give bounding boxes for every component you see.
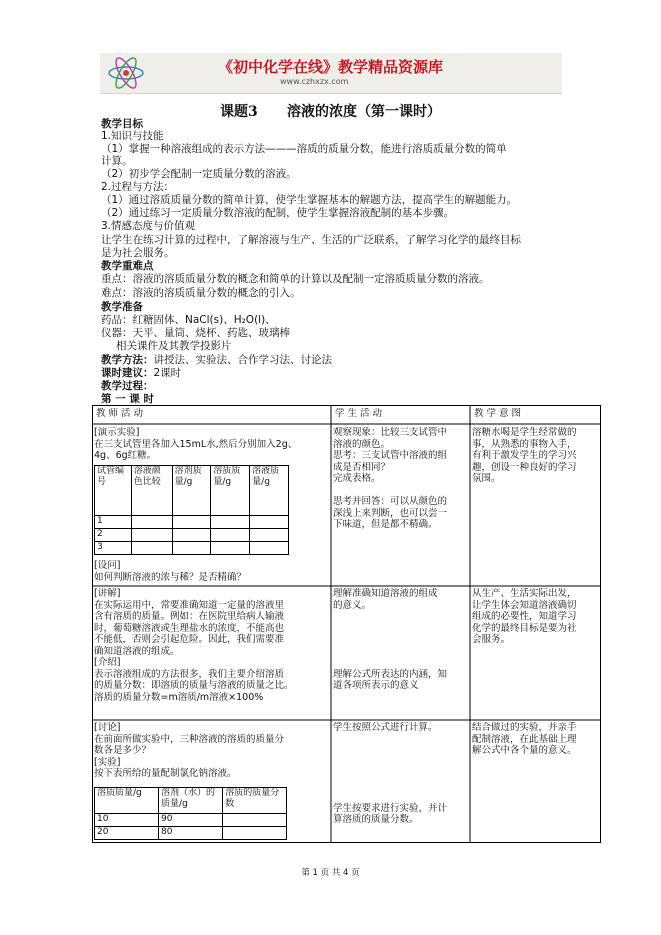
subtable-cell: 2 bbox=[95, 529, 132, 542]
row2-student-line bbox=[333, 611, 469, 623]
row2-student-line: 道各项所表示的意义 bbox=[333, 680, 419, 691]
row1-student-line: 思考：三支试管中溶液的组 bbox=[333, 450, 448, 461]
subtable-cell: 80 bbox=[158, 827, 222, 840]
key-point: 重点：溶液的溶质质量分数的概念和简单的计算以及配制一定溶质质量分数的溶液。 bbox=[101, 273, 490, 285]
row3-student bbox=[333, 722, 469, 826]
lesson-table bbox=[92, 405, 601, 843]
subtable-header: 试管编号 bbox=[95, 466, 132, 516]
row3-teacher-line: [讨论] bbox=[94, 722, 121, 733]
row2-intent-line: 化学的最终目标是要为社 bbox=[472, 622, 577, 634]
row2-teacher-line: 含有溶质的质量。例如：在医院里给病人输液 bbox=[94, 611, 285, 622]
hours-value: 2课时 bbox=[153, 367, 182, 379]
row1-teacher-line: 如何判断溶液的浓与稀？是否精确？ bbox=[94, 571, 247, 583]
page-title: 课题3 溶液的浓度（第一课时） bbox=[220, 104, 441, 120]
goal-k1: （1）掌握一种溶液组成的表示方法———溶质的质量分数，能进行溶质质量分数的简单 bbox=[101, 143, 507, 155]
row2-teacher-line: 时，葡萄糖溶液或生理盐水的浓度，不能高也 bbox=[94, 622, 285, 634]
methods-line bbox=[101, 354, 332, 366]
row1-student-line bbox=[333, 485, 469, 497]
row3-student-line bbox=[333, 745, 469, 757]
row2-student-line: 理解公式所表达的内涵，知 bbox=[333, 668, 448, 680]
row2-student-line: 的意义。 bbox=[333, 599, 372, 611]
row3-student-line bbox=[333, 780, 469, 792]
row2-teacher-line: 的质量分数：即溶质的质量与溶液的质量之比。 bbox=[94, 680, 294, 691]
row1-intent-line: 氛围。 bbox=[472, 473, 501, 484]
row2-teacher bbox=[94, 588, 330, 703]
row2-intent-line: 从生产、生活实际出发， bbox=[472, 588, 577, 599]
row1-student-line: 观察现象：比较三支试管中 bbox=[333, 427, 448, 438]
subtable-header: 溶剂（水）的质量/g bbox=[158, 788, 222, 814]
row2-student-line bbox=[333, 634, 469, 646]
row1-student-line: 思考并回答：可以从颜色的 bbox=[333, 496, 448, 507]
row3-teacher-line: 在前面所做实验中，三种溶液的溶质的质量分 bbox=[94, 733, 285, 745]
subtable-cell: 10 bbox=[95, 814, 159, 827]
row1-intent-line: 事，从熟悉的事物入手， bbox=[472, 438, 577, 450]
row3-teacher-line: 数各是多少？ bbox=[94, 745, 152, 756]
subtable-header: 溶质质量/g bbox=[95, 788, 159, 814]
subtable-cell: 20 bbox=[95, 827, 159, 840]
attitude-heading: 3.情感态度与价值观 bbox=[101, 220, 196, 232]
row2-intent-line: 会服务。 bbox=[472, 634, 511, 645]
row3-student-line bbox=[333, 734, 469, 746]
prep-heading: 教学准备 bbox=[101, 301, 143, 313]
row2-teacher-line: 表示溶液组成的方法很多，我们主要介绍溶质 bbox=[94, 668, 285, 680]
row2-student-line bbox=[333, 657, 469, 669]
row1-intent-line: 趣，创设一种良好的学习 bbox=[472, 461, 577, 473]
subtable-header: 溶剂质量/g bbox=[172, 466, 211, 516]
prep-courseware: 相关课件及其教学投影片 bbox=[116, 340, 232, 352]
row3-teacher bbox=[94, 722, 330, 780]
row2-teacher-line: [讲解] bbox=[94, 588, 121, 599]
mass-fraction-formula: 溶质的质量分数=m溶质/m溶液×100% bbox=[94, 691, 264, 703]
row2-teacher-line: 不能低，否则会引起危险。因此，我们需要准 bbox=[94, 634, 285, 645]
banner-url: www.czhxzx.com bbox=[280, 77, 349, 86]
subtable-header: 溶液质量/g bbox=[250, 466, 289, 516]
row3-subtable bbox=[94, 787, 287, 840]
atom-logo-icon bbox=[106, 56, 146, 90]
row2-teacher-line: 在实际运用中，常要准确知道一定量的溶液里 bbox=[94, 599, 285, 611]
header-intent: 教 学 意 图 bbox=[474, 408, 522, 419]
subtable-cell bbox=[223, 827, 287, 840]
goal-k2: （2）初步学会配制一定质量分数的溶液。 bbox=[101, 168, 297, 180]
row3-student-line bbox=[333, 757, 469, 769]
row3-student-line bbox=[333, 791, 469, 803]
row3-intent bbox=[472, 722, 599, 757]
goals-heading: 教学目标 bbox=[101, 118, 143, 130]
header-student: 学 生 活 动 bbox=[335, 408, 383, 419]
row1-subtable bbox=[94, 465, 289, 555]
knowledge-heading: 1.知识与技能 bbox=[101, 130, 164, 142]
prep-instruments: 仪器：天平、量筒、烧杯、药匙、玻璃棒 bbox=[101, 327, 290, 339]
process-heading: 2.过程与方法： bbox=[101, 181, 175, 193]
row1-teacher bbox=[94, 427, 330, 462]
row3-intent-line: 解公式中各个量的意义。 bbox=[472, 745, 577, 756]
goal-k1b: 计算。 bbox=[101, 155, 133, 167]
row1-student-line: 成是否相同？ bbox=[333, 461, 391, 473]
subtable-header: 溶质的质量分数 bbox=[223, 788, 287, 814]
row2-teacher-line: [介绍] bbox=[94, 657, 121, 668]
row1-teacher-line: 4g、6g红糖。 bbox=[94, 450, 157, 461]
goal-p2: （2）通过练习一定质量分数溶液的配制，使学生掌握溶液配制的基本步骤。 bbox=[101, 207, 455, 219]
row3-student-line: 学生按要求进行实验，并计 bbox=[333, 802, 448, 814]
subtable-cell: 1 bbox=[95, 516, 132, 529]
row1-intent bbox=[472, 427, 599, 485]
row1-teacher-line: [设问] bbox=[94, 560, 121, 571]
row2-student-line: 理解准确知道溶液的组成 bbox=[333, 588, 438, 599]
subtable-cell: 90 bbox=[158, 814, 222, 827]
row2-student-line bbox=[333, 646, 469, 658]
row3-student-line bbox=[333, 768, 469, 780]
row1-intent-line: 有利于激发学生的学习兴 bbox=[472, 450, 577, 461]
methods-value: 讲授法、实验法、合作学习法、讨论法 bbox=[153, 354, 332, 366]
header-banner bbox=[100, 53, 562, 94]
row3-intent-line: 结合做过的实验，并亲手 bbox=[472, 722, 577, 733]
goal-a1: 让学生在练习计算的过程中，了解溶液与生产、生活的广泛联系，了解学习化学的最终目标 bbox=[101, 234, 521, 246]
row1-student-line: 深浅上来判断，也可以尝一 bbox=[333, 507, 448, 519]
row1-teacher-line: 在三支试管里各加入15mL水,然后分别加入2g、 bbox=[94, 438, 298, 450]
row2-teacher-line: 确知道溶液的组成。 bbox=[94, 645, 180, 657]
subtable-cell: 3 bbox=[95, 542, 132, 555]
row1-teacher-line: [演示实验] bbox=[94, 427, 140, 438]
row1-student-line: 完成表格。 bbox=[333, 473, 381, 484]
methods-label: 教学方法： bbox=[101, 354, 154, 366]
row2-intent-line: 让学生体会知道溶液确切 bbox=[472, 599, 577, 611]
subtable-header: 溶质质量/g bbox=[211, 466, 250, 516]
goal-a1b: 是为社会服务。 bbox=[101, 247, 175, 259]
prep-drugs: 药品：红糖固体、NaCl(s)、H₂O(l)、 bbox=[101, 314, 276, 326]
difficult-point: 难点：溶液的溶质质量分数的概念的引入。 bbox=[101, 287, 301, 299]
header-teacher: 教 师 活 动 bbox=[96, 408, 144, 419]
row2-intent bbox=[472, 588, 599, 646]
banner-title: 《初中化学在线》教学精品资源库 bbox=[218, 58, 444, 76]
keypoints-heading: 教学重难点 bbox=[101, 260, 154, 272]
row3-student-line: 算溶质的质量分数。 bbox=[333, 814, 419, 825]
row2-student-line bbox=[333, 623, 469, 635]
row1-student-line: 溶液的颜色。 bbox=[333, 438, 391, 450]
row2-student bbox=[333, 588, 469, 692]
row1-teacher-question bbox=[94, 560, 330, 583]
row1-student bbox=[333, 427, 469, 531]
row3-teacher-line: [实验] bbox=[94, 756, 121, 768]
page-footer: 第 1 页 共 4 页 bbox=[301, 868, 360, 878]
row1-intent-line: 溶糖水喝是学生经常做的 bbox=[472, 427, 577, 438]
row2-intent-line: 组成的必要性，知道学习 bbox=[472, 611, 577, 622]
goal-p1: （1）通过溶质质量分数的简单计算，使学生掌握基本的解题方法，提高学生的解题能力。 bbox=[101, 194, 518, 206]
process2-heading: 教学过程： bbox=[101, 380, 154, 392]
subtable-header: 溶液颜色比较 bbox=[131, 466, 172, 516]
row3-student-line: 学生按照公式进行计算。 bbox=[333, 722, 438, 733]
row3-intent-line: 配制溶液，在此基础上理 bbox=[472, 733, 577, 745]
lesson-heading: 第 一 课 时 bbox=[101, 393, 154, 405]
hours-label: 课时建议： bbox=[101, 367, 154, 379]
subtable-cell bbox=[223, 814, 287, 827]
hours-line bbox=[101, 367, 181, 379]
row3-teacher-line: 按下表所给的量配制氯化钠溶液。 bbox=[94, 768, 237, 779]
row1-student-line: 下味道，但是都不精确。 bbox=[333, 519, 438, 530]
